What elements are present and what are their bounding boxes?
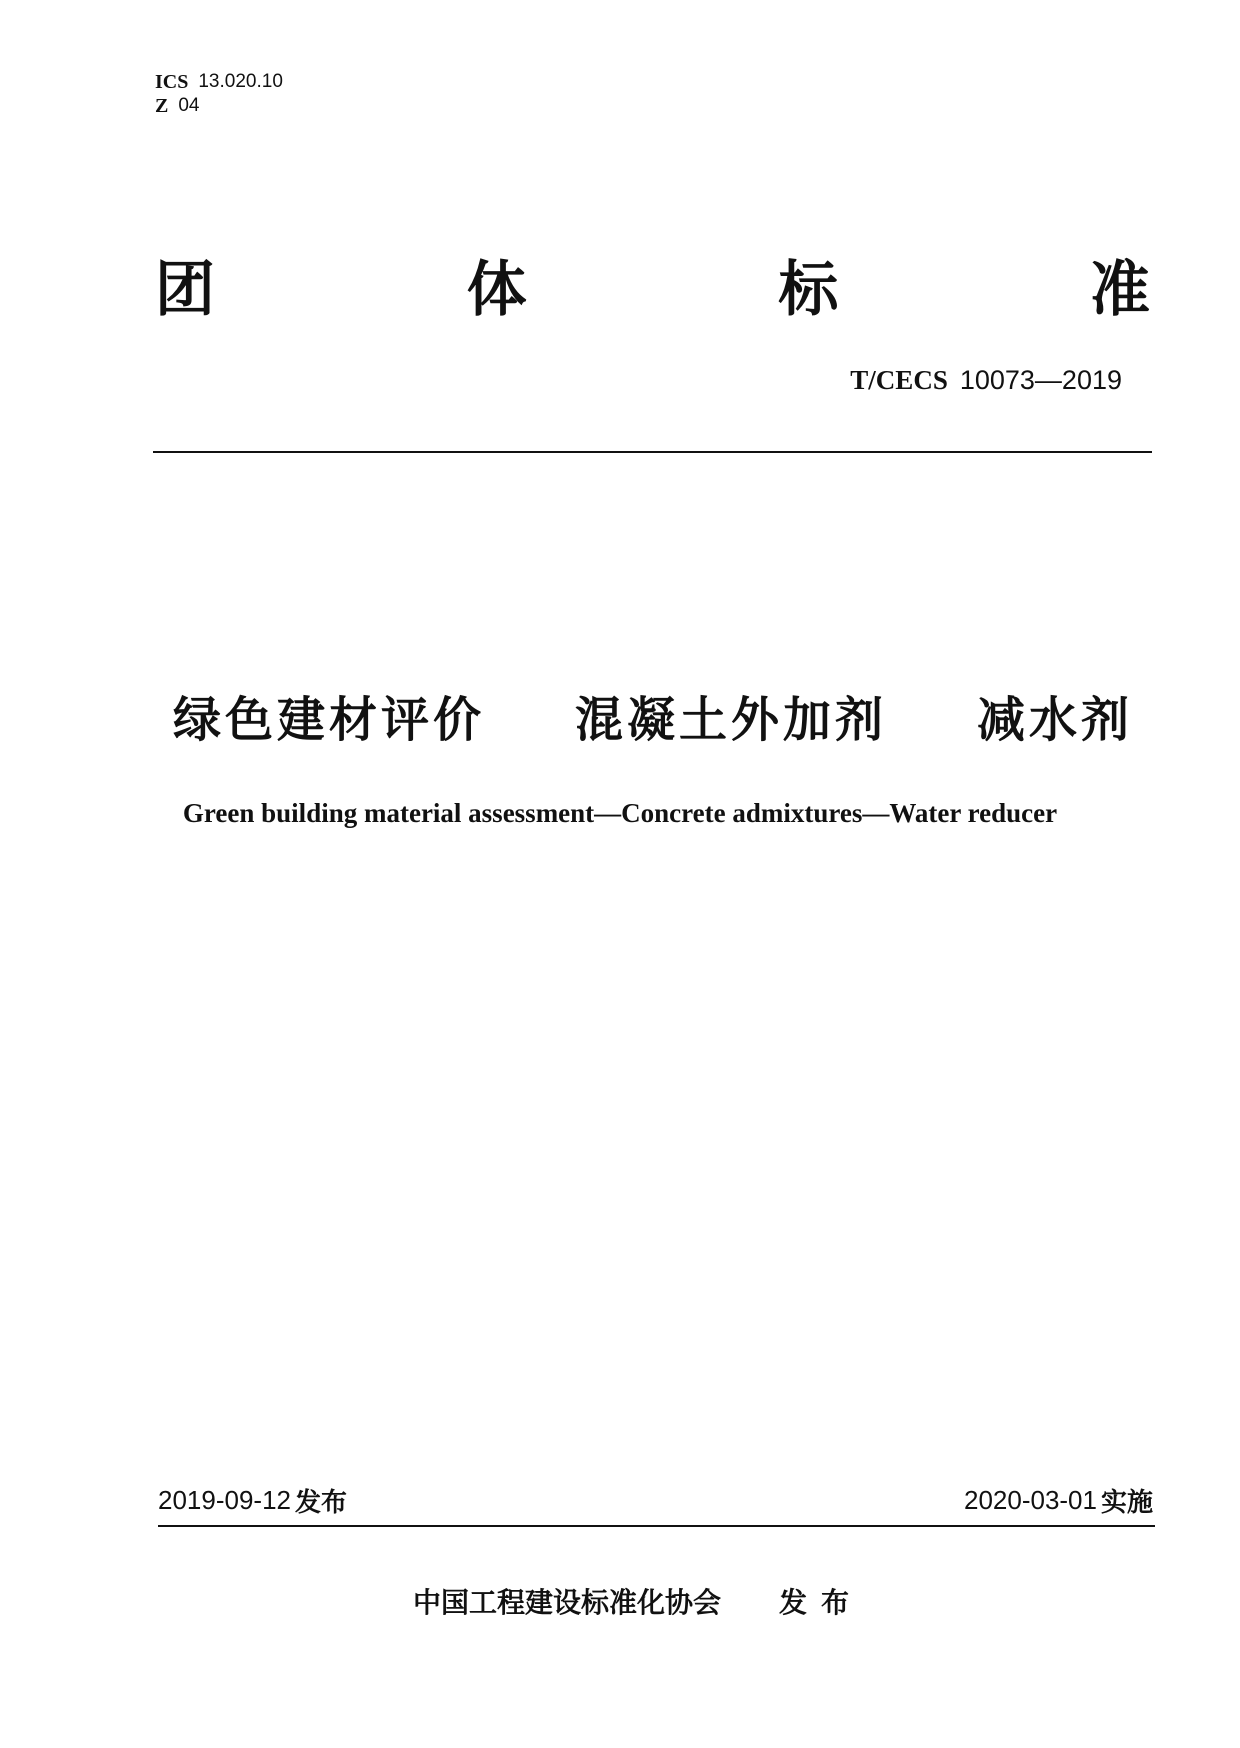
- publisher-name: 中国工程建设标准化协会: [413, 1586, 722, 1619]
- standard-type-char: 团: [155, 255, 215, 325]
- ccs-value: 04: [178, 95, 200, 116]
- standard-type-heading: [155, 250, 1150, 330]
- effective-word: 实施: [1100, 1487, 1153, 1518]
- chinese-title-part: 混凝土外加剂: [574, 692, 887, 748]
- issue-date-block: [158, 1482, 347, 1519]
- ics-value: 13.020.10: [198, 71, 283, 92]
- standard-type-char: 标: [778, 255, 839, 325]
- publisher-line: [413, 1583, 863, 1623]
- dates-row: [158, 1480, 1153, 1520]
- chinese-title-part: 减水剂: [976, 692, 1133, 748]
- standard-number-prefix: T/CECS: [850, 365, 948, 395]
- standard-number-value: 10073—2019: [959, 365, 1122, 395]
- issue-word: 发布: [295, 1487, 348, 1518]
- ics-label: ICS: [155, 71, 189, 93]
- ics-code: [155, 70, 283, 94]
- bottom-divider: [158, 1525, 1155, 1527]
- standard-number: [850, 365, 1122, 396]
- english-title: Green building material assessment—Concrete admixtures—Water reducer: [182, 798, 1058, 828]
- top-divider: [153, 451, 1152, 453]
- ccs-code: [155, 94, 283, 118]
- standard-type-char: 准: [1089, 255, 1150, 325]
- issue-date: 2019-09-12: [158, 1484, 291, 1515]
- chinese-title-part: 绿色建材评价: [173, 692, 486, 748]
- effective-date: 2020-03-01: [963, 1484, 1097, 1515]
- classification-codes: [155, 70, 283, 118]
- publisher-action: 发布: [779, 1586, 864, 1619]
- ccs-label: Z: [155, 95, 169, 117]
- standard-type-char: 体: [466, 255, 527, 325]
- effective-date-block: [964, 1482, 1153, 1519]
- chinese-title: [173, 688, 1133, 752]
